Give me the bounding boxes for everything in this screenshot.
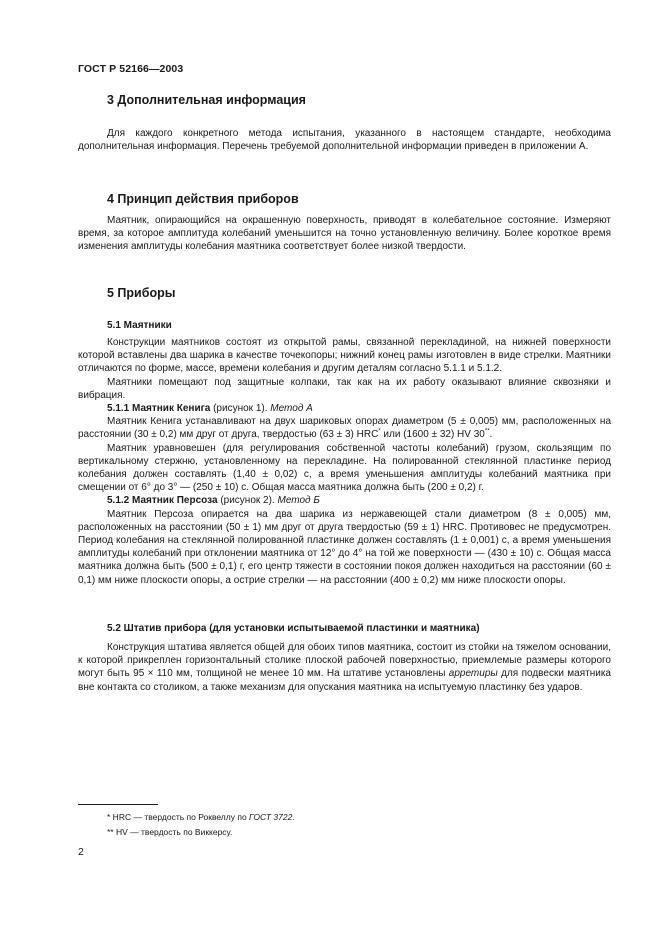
section-4-body: [78, 214, 611, 254]
pendulums-paragraph-1: Конструкции маятников состоят из открытой рамы, связанной перекладиной, на нижней поверхности которой вставлены два шарика в качестве точекопоры; нижний конец рамы изготовлен в виде стрелки. Маятники отличаются по форме, массе, времени колебания и другим деталям согласно 5.1.1 и 5.1.2.: [78, 337, 611, 375]
section-5-1-body: [78, 336, 611, 587]
footnote-1: * HRC — твердость по Роквеллу по ГОСТ 3722.: [107, 812, 295, 822]
footnote-2: ** HV — твердость по Виккерсу.: [107, 827, 233, 837]
section-4-paragraph: Маятник, опирающийся на окрашенную поверхность, приводят в колебательное состояние. Измеряют время, за которое амплитуда колебаний уменьшится на точно установленную величину. Более короткое время изменения амплитуды колебания маятника соответствует более низкой твердости.: [78, 215, 611, 253]
koenig-text-c: .: [489, 429, 493, 441]
koenig-title: 5.1.1 Маятник Кенига: [107, 403, 211, 415]
section-3-paragraph: Для каждого конкретного метода испытания, указанного в настоящем стандарте, необходима дополнительная информация. Перечень требуемой дополнительной информации приведен в приложении А.: [78, 128, 611, 153]
persoz-figure-ref: (рисунок 2).: [217, 495, 278, 507]
footnote-ref-1: *: [378, 429, 381, 436]
persoz-title: 5.1.2 Маятник Персоза: [107, 495, 218, 507]
doc-header: ГОСТ Р 52166—2003: [78, 63, 184, 75]
persoz-title-line: [78, 494, 611, 507]
koenig-text-b: или (1600 ± 32) HV 30: [380, 429, 485, 441]
pendulums-paragraph-2: Маятники помещают под защитные колпаки, так как на их работу оказывают влияние сквозняки и вибрация.: [78, 376, 611, 401]
footnote-divider: [78, 804, 158, 805]
section-3-body: [78, 127, 611, 153]
subsection-5-2-heading: 5.2 Штатив прибора (для установки испытываемой пластинки и маятника): [107, 623, 480, 634]
koenig-paragraph-1: [78, 415, 611, 441]
koenig-text-a: Маятник Кенига устанавливают на двух шариковых опорах диаметром (5 ± 0,005) мм, расположенных на расстоянии (30 ± 0,2) мм друг от друга, твердостью (63 ± 3) HRC: [78, 416, 611, 441]
koenig-paragraph-2: Маятник уравновешен (для регулирования собственной частоты колебаний) грузом, скользящим по вертикальному стержню, установленному на перекладине. На полированной стеклянной пластинке период колебания должен составлять (1,40 ± 0,02) с, а время уменьшения амплитуды колебаний маятника при смещении от 6° до 3° — (250 ± 10) с. Общая масса маятника должна быть (200 ± 0,2) г.: [78, 442, 611, 494]
footnote-ref-2: **: [484, 429, 490, 436]
section-4-heading: 4 Принцип действия приборов: [107, 192, 299, 206]
section-5-2-body: [78, 641, 611, 694]
section-5-heading: 5 Приборы: [107, 286, 176, 300]
persoz-method: Метод Б: [277, 495, 320, 507]
koenig-title-line: [78, 402, 611, 415]
stand-text-b: для подвески маятника вне контакта со столиком, а также механизм для опускания маятника на испытуемую пластинку без ударов.: [78, 668, 611, 693]
koenig-method: Метод А: [270, 403, 313, 415]
subsection-5-1-heading: 5.1 Маятники: [107, 320, 172, 331]
persoz-paragraph: Маятник Персоза опирается на два шарика из нержавеющей стали диаметром (8 ± 0,005) мм, расположенных на расстоянии (50 ± 1) мм друг от друга твердостью (59 ± 1) HRC. Противовес не предусмотрен. Период колебания на стеклянной полированной пластинке должен составлять (1 ± 0,001) с, а время уменьшения амплитуды колебаний при отклонении маятника от 12° до 4° на той же поверхности — (430 ± 10) с. Общая масса маятника должна быть (500 ± 0,1) г, его центр тяжести в состоянии покоя должен находиться на расстоянии (60 ± 0,1) мм ниже плоскости опоры, а острие стрелки — на расстоянии (400 ± 0,2) мм ниже плоскости опоры.: [78, 508, 611, 586]
section-3-heading: 3 Дополнительная информация: [107, 93, 306, 107]
stand-paragraph: [78, 641, 611, 694]
stand-text-a: Конструкция штатива является общей для обоих типов маятника, состоит из стойки на тяжелом основании, к которой прикреплен горизонтальный столике плоской рабочей поверхностью, приемлемые размеры которого могут быть 95 × 110 мм, толщиной не менее 10 мм. На штативе установлены: [78, 642, 611, 680]
koenig-figure-ref: (рисунок 1).: [210, 403, 271, 415]
page-number: 2: [78, 846, 84, 858]
stand-text-italic: арретиры: [448, 668, 498, 680]
